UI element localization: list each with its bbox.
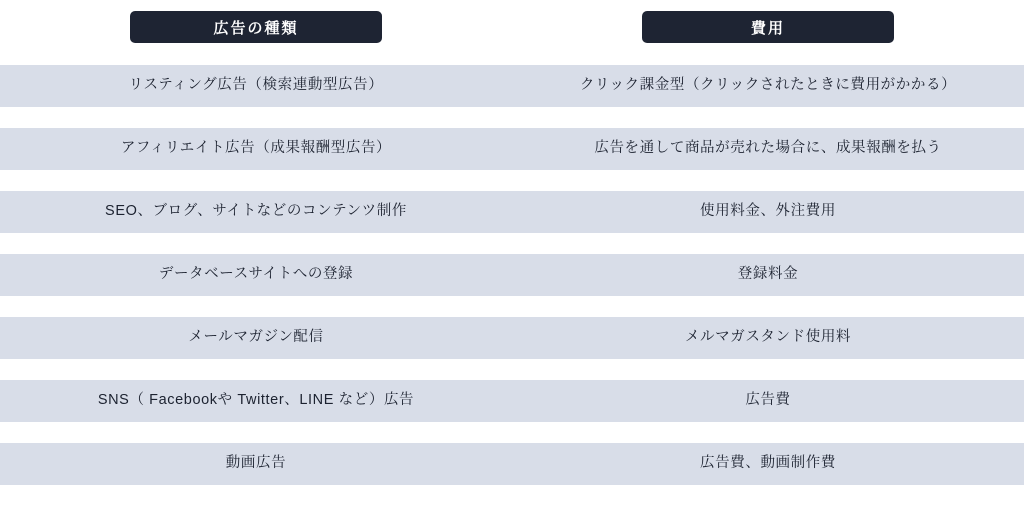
cell-ad-type: SEO、ブログ、サイトなどのコンテンツ制作 bbox=[105, 203, 407, 220]
table-row bbox=[0, 254, 1024, 296]
table-header-ad-type: 広告の種類 bbox=[130, 11, 382, 43]
cell-cost: メルマガスタンド使用料 bbox=[684, 329, 852, 346]
cell-cost: クリック課金型（クリックされたときに費用がかかる） bbox=[579, 77, 957, 94]
table-header-row bbox=[0, 0, 1024, 43]
cell-ad-type: メールマガジン配信 bbox=[188, 329, 324, 346]
table-body bbox=[0, 65, 1024, 485]
cell-ad-type: データベースサイトへの登録 bbox=[158, 266, 354, 283]
table-row bbox=[0, 65, 1024, 107]
cell-ad-type: アフィリエイト広告（成果報酬型広告） bbox=[120, 140, 392, 157]
table-header-cost: 費用 bbox=[642, 11, 894, 43]
table-header-right-wrap bbox=[512, 11, 1024, 43]
table-row bbox=[0, 191, 1024, 233]
cell-cost: 広告費 bbox=[745, 392, 791, 409]
cell-ad-type: SNS（ Facebookや Twitter、LINE など）広告 bbox=[97, 392, 415, 409]
cell-cost: 広告を通して商品が売れた場合に、成果報酬を払う bbox=[594, 140, 942, 157]
table-row bbox=[0, 380, 1024, 422]
cell-ad-type: リスティング広告（検索連動型広告） bbox=[128, 77, 384, 94]
table-row bbox=[0, 443, 1024, 485]
cell-cost: 使用料金、外注費用 bbox=[700, 203, 836, 220]
cell-cost: 広告費、動画制作費 bbox=[700, 455, 836, 472]
table-row bbox=[0, 317, 1024, 359]
table-row bbox=[0, 128, 1024, 170]
table-header-left-wrap bbox=[0, 11, 512, 43]
cell-ad-type: 動画広告 bbox=[225, 455, 287, 472]
cell-cost: 登録料金 bbox=[737, 266, 799, 283]
